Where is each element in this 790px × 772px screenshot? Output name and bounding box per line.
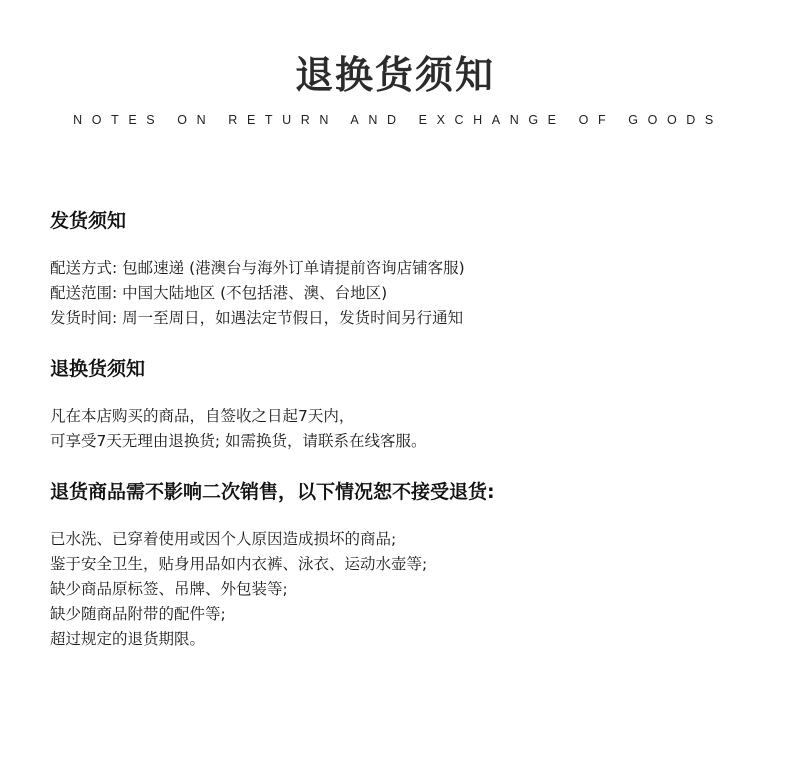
exclusion-line: 已水洗、已穿着使用或因个人原因造成损坏的商品; (50, 530, 397, 548)
shipping-range-line: 配送范围: 中国大陆地区 (不包括港、澳、台地区) (50, 284, 388, 302)
section-return-exclusions (50, 477, 750, 652)
exclusion-line: 缺少商品原标签、吊牌、外包装等; (50, 580, 288, 598)
exclusion-line: 缺少随商品附带的配件等; (50, 605, 226, 623)
section-title: 退货商品需不影响二次销售，以下情况恕不接受退货: (50, 481, 495, 503)
section-lines (50, 256, 750, 331)
shipping-time-line: 发货时间: 周一至周日，如遇法定节假日，发货时间另行通知 (50, 309, 464, 327)
section-return-notice (50, 354, 750, 454)
page-subtitle: NOTES ON RETURN AND EXCHANGE OF GOODS (73, 113, 723, 127)
exclusion-line: 超过规定的退货期限。 (50, 630, 206, 648)
exclusion-line: 鉴于安全卫生，贴身用品如内衣裤、泳衣、运动水壶等; (50, 555, 428, 573)
section-shipping-notice (50, 206, 750, 331)
section-title: 退换货须知 (50, 358, 146, 380)
return-policy-line: 凡在本店购买的商品，自签收之日起7天内， (50, 407, 355, 425)
page-title: 退换货须知 (294, 53, 495, 97)
return-policy-line: 可享受7天无理由退换货; 如需换货，请联系在线客服。 (50, 432, 427, 450)
notice-content (50, 206, 750, 652)
page-header (0, 50, 790, 128)
shipping-method-line: 配送方式: 包邮速递 (港澳台与海外订单请提前咨询店铺客服) (50, 259, 465, 277)
section-lines (50, 404, 750, 454)
section-lines (50, 527, 750, 652)
section-title: 发货须知 (50, 210, 127, 232)
